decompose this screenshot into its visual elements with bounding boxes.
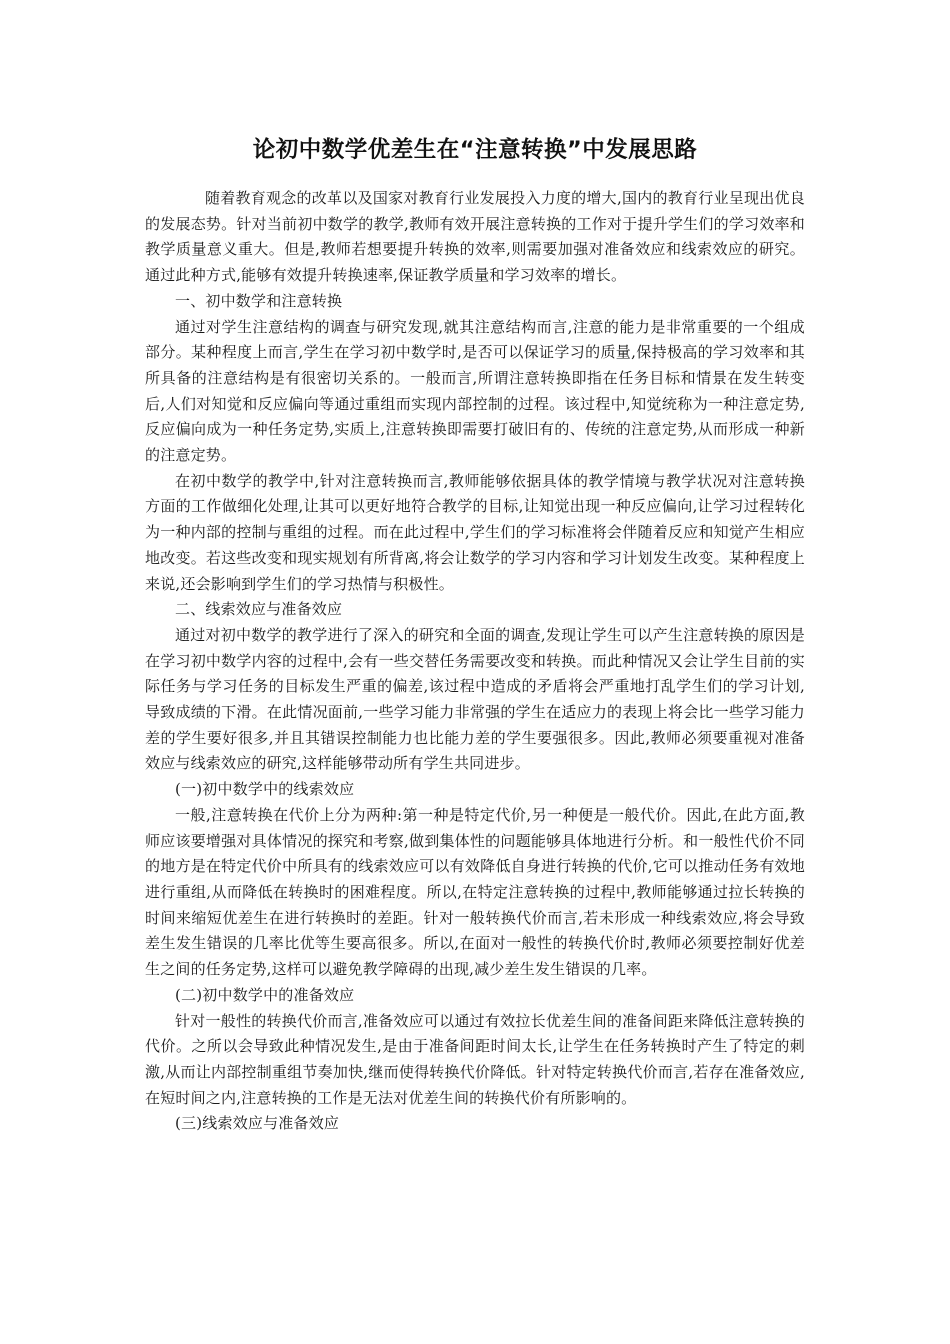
section1-paragraph-2: 在初中数学的教学中,针对注意转换而言,教师能够依据具体的教学情境与教学状况对注意转换方面的工作做细化处理,让其可以更好地符合教学的目标,让知觉出现一种反应偏向,让学习过程转化为一种内部的控制与重组的过程。而在此过程中,学生们的学习标准将会伴随着反应和知觉产生相应地改变。若这些改变和现实规划有所背离,将会让数学的学习内容和学习计划发生改变。某种程度上来说,还会影响到学生们的学习热情与积极性。 [145,471,805,593]
subsection1-paragraph: 一般,注意转换在代价上分为两种:第一种是特定代价,另一种便是一般代价。因此,在此方面,教师应该要增强对具体情况的探究和考察,做到集体性的问题能够具体地进行分析。和一般性代价不同的地方是在特定代价中所具有的线索效应可以有效降低自身进行转换的代价,它可以推动任务有效地进行重组,从而降低在转换时的困难程度。所以,在特定注意转换的过程中,教师能够通过拉长转换的时间来缩短优差生在进行转换时的差距。针对一般转换代价而言,若未形成一种线索效应,将会导致差生发生错误的几率比优等生要高很多。所以,在面对一般性的转换代价时,教师必须要控制好优差生之间的任务定势,这样可以避免教学障碍的出现,减少差生发生错误的几率。 [145,805,805,979]
subsection-heading-2: (二)初中数学中的准备效应 [175,985,355,1004]
section-heading-2: 二、线索效应与准备效应 [175,600,343,619]
intro-paragraph: 随着教育观念的改革以及国家对教育行业发展投入力度的增大,国内的教育行业呈现出优良的发展态势。针对当前初中数学的教学,教师有效开展注意转换的工作对于提升学生们的学习效率和教学质量意义重大。但是,教师若想要提升转换的效率,则需要加强对准备效应和线索效应的研究。通过此种方式,能够有效提升转换速率,保证教学质量和学习效率的增长。 [145,189,805,285]
subsection-heading-1: (一)初中数学中的线索效应 [175,780,355,799]
document-body [145,132,805,1137]
section2-paragraph-1: 通过对初中数学的教学进行了深入的研究和全面的调查,发现让学生可以产生注意转换的原因是在学习初中数学内容的过程中,会有一些交替任务需要改变和转换。而此种情况又会让学生目前的实际任务与学习任务的目标发生严重的偏差,该过程中造成的矛盾将会严重地打乱学生们的学习计划,导致成绩的下滑。在此情况面前,一些学习能力非常强的学生在适应力的表现上将会比一些学习能力差的学生要好很多,并且其错误控制能力也比能力差的学生要强很多。因此,教师必须要重视对准备效应与线索效应的研究,这样能够带动所有学生共同进步。 [145,625,805,773]
section1-paragraph-1: 通过对学生注意结构的调查与研究发现,就其注意结构而言,注意的能力是非常重要的一个组成部分。某种程度上而言,学生在学习初中数学时,是否可以保证学习的质量,保持极高的学习效率和其所具备的注意结构是有很密切关系的。一般而言,所谓注意转换即指在任务目标和情景在发生转变后,人们对知觉和反应偏向等通过重组而实现内部控制的过程。该过程中,知觉统称为一种注意定势,反应偏向成为一种任务定势,实质上,注意转换即需要打破旧有的、传统的注意定势,从而形成一种新的注意定势。 [145,317,805,465]
section-heading-1: 一、初中数学和注意转换 [175,291,343,310]
document-title: 论初中数学优差生在“注意转换”中发展思路 [252,137,698,163]
subsection2-paragraph: 针对一般性的转换代价而言,准备效应可以通过有效拉长优差生间的准备间距来降低注意转换的代价。之所以会导致此种情况发生,是由于准备间距时间太长,让学生在任务转换时产生了特定的刺激,从而让内部控制重组节奏加快,继而使得转换代价降低。针对特定转换代价而言,若存在准备效应,在短时间之内,注意转换的工作是无法对优差生间的转换代价有所影响的。 [145,1011,805,1107]
subsection-heading-3: (三)线索效应与准备效应 [175,1114,340,1133]
